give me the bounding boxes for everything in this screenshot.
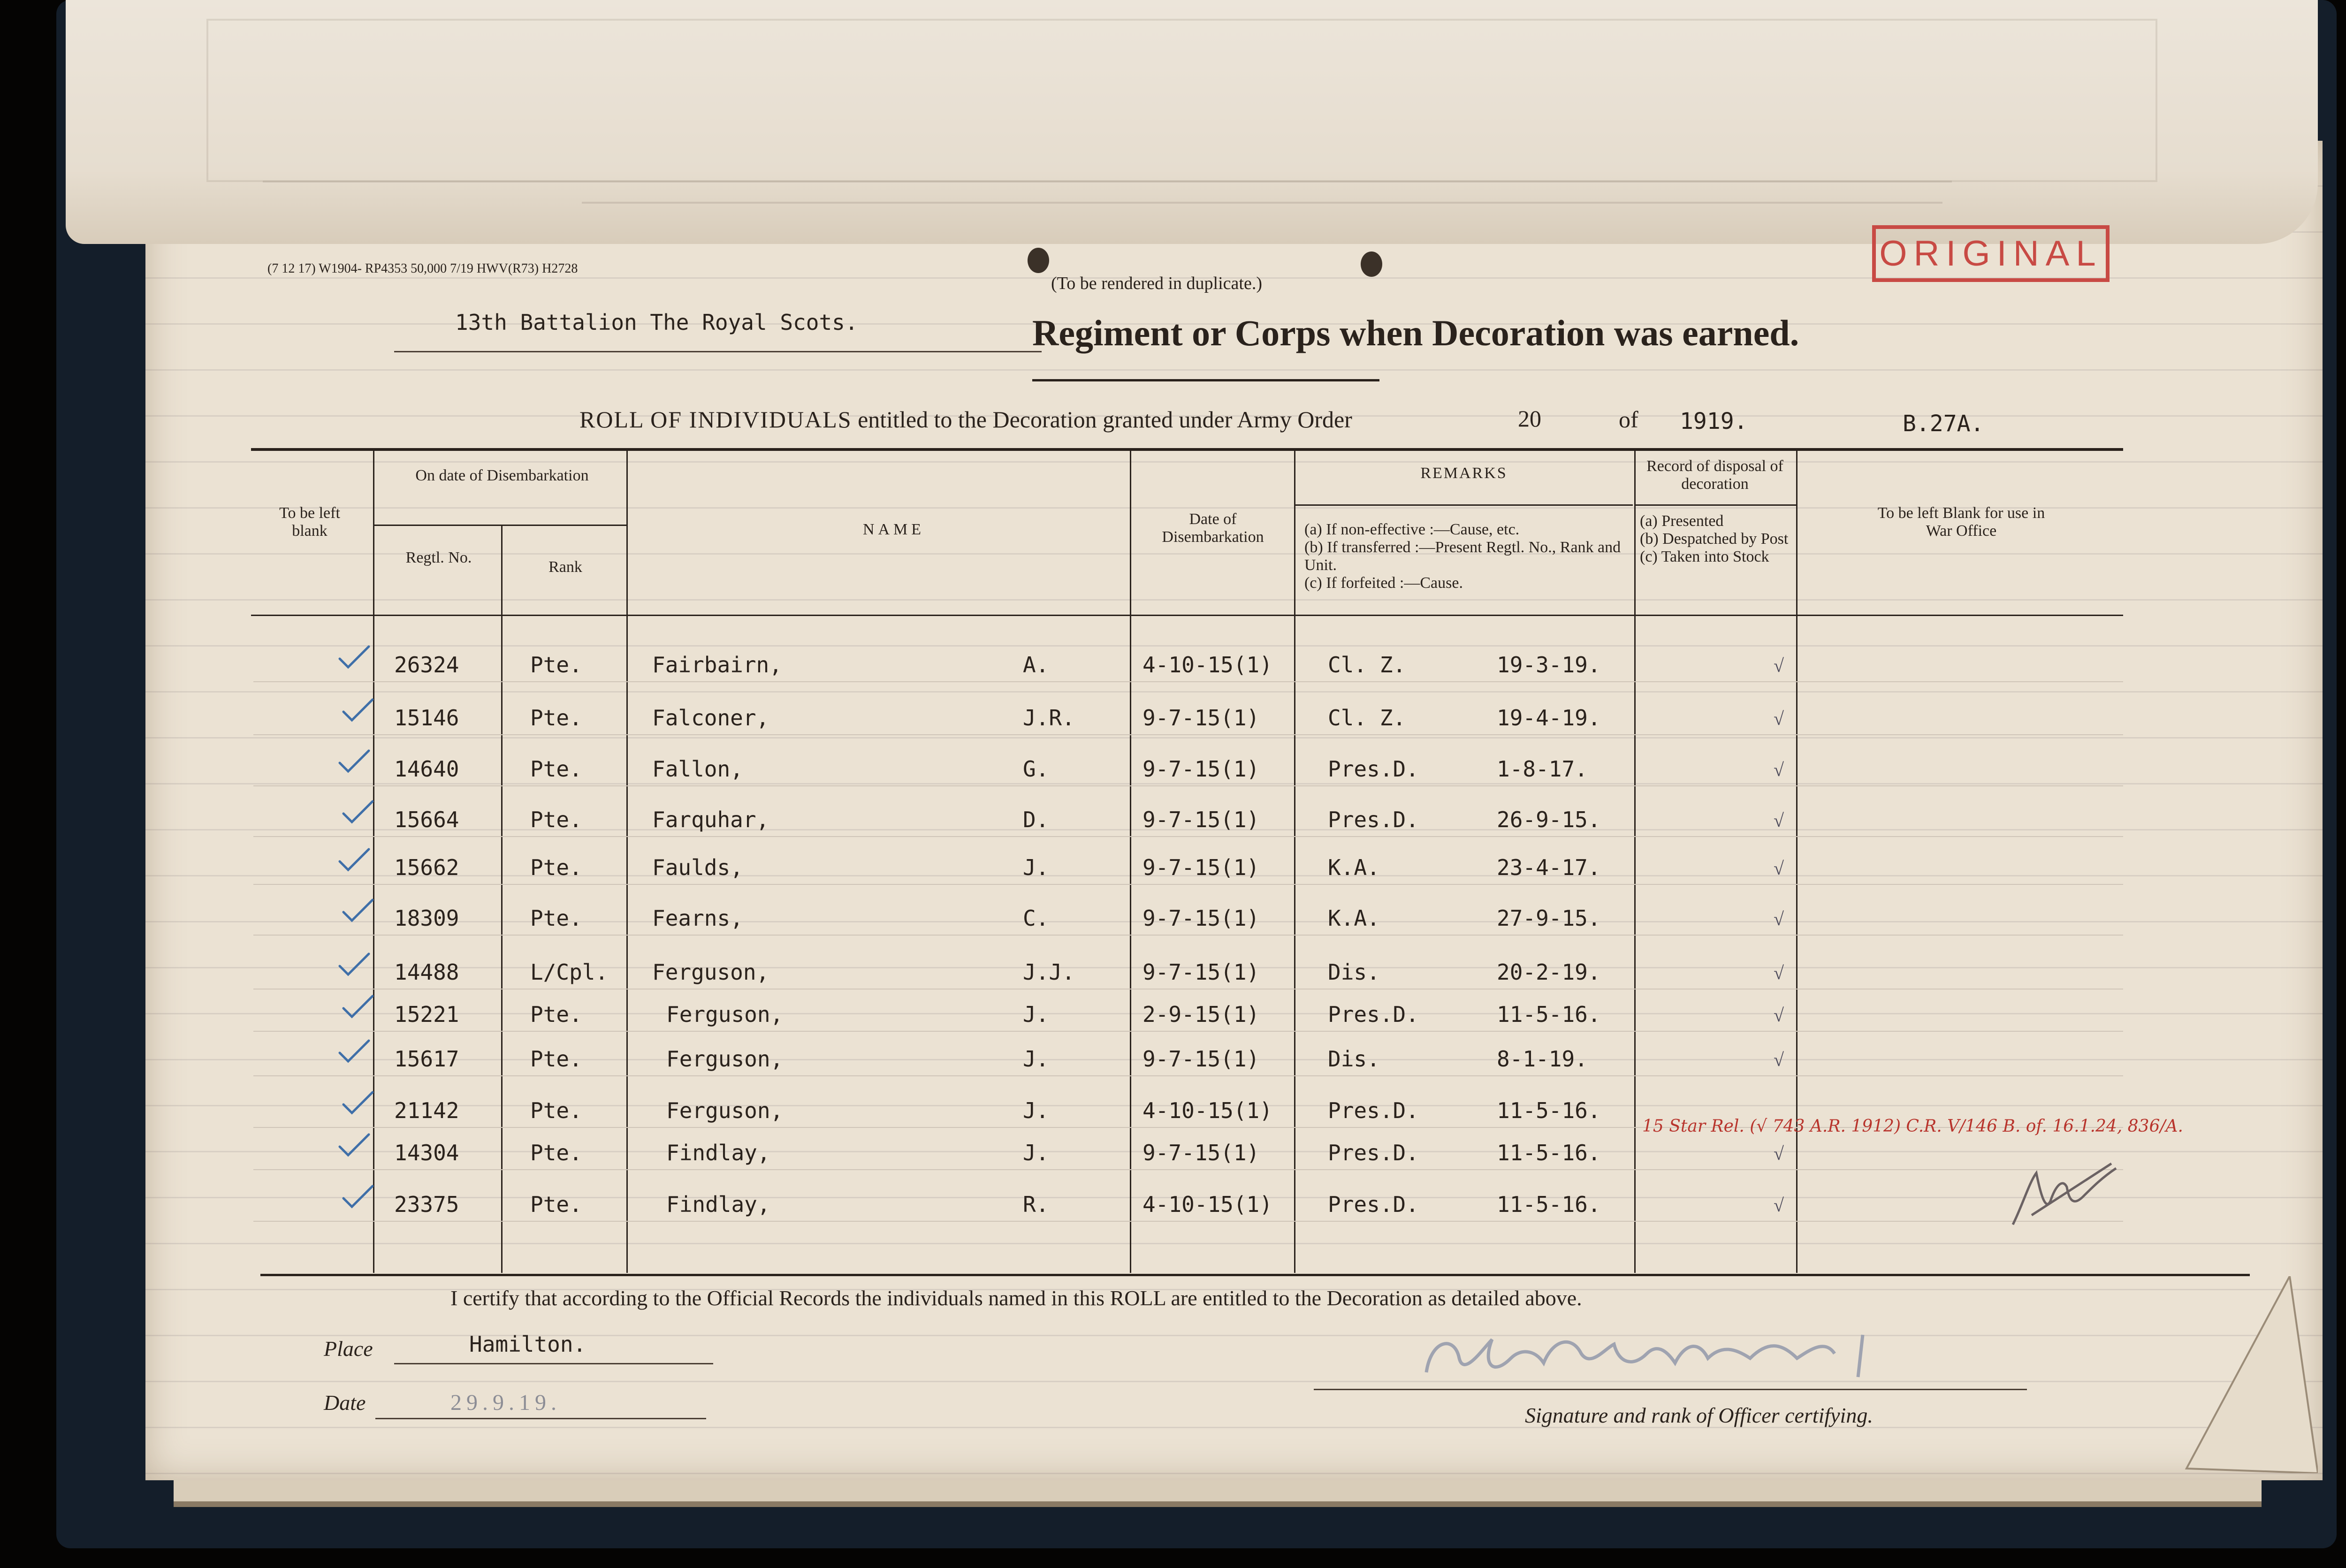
row-rule	[253, 1075, 2123, 1076]
row-disposal-mark: √	[1774, 1005, 1784, 1026]
row-disposal-mark: √	[1774, 962, 1784, 983]
row-regtl-no: 21142	[394, 1098, 459, 1123]
row-disembarkation-date: 2-9-15(1)	[1143, 1002, 1260, 1027]
row-check-icon	[338, 951, 371, 977]
signature-line	[1314, 1389, 2027, 1390]
row-check-icon	[342, 1089, 374, 1116]
row-remark-date: 1-8-17.	[1497, 756, 1588, 782]
certify-rule	[260, 1274, 2250, 1276]
row-disembarkation-date: 4-10-15(1)	[1143, 652, 1272, 677]
row-regtl-no: 18309	[394, 906, 459, 931]
row-remark: Pres.D.	[1328, 1002, 1419, 1027]
row-rank: Pte.	[530, 756, 582, 782]
row-remark: Pres.D.	[1328, 1140, 1419, 1165]
header-record-of-disposal: Record of disposal of decoration	[1646, 457, 1783, 493]
punch-hole	[1361, 251, 1382, 277]
row-regtl-no: 15664	[394, 807, 459, 832]
row-rule	[253, 1031, 2123, 1032]
row-remark-date: 11-5-16.	[1497, 1002, 1601, 1027]
row-disembarkation-date: 9-7-15(1)	[1143, 855, 1260, 880]
row-disposal-mark: √	[1774, 1049, 1784, 1070]
row-rank: L/Cpl.	[530, 959, 609, 985]
print-code: (7 12 17) W1904- RP4353 50,000 7/19 HWV(R73) H2728	[267, 261, 578, 276]
regiment-underline	[1032, 379, 1379, 381]
row-remark-date: 19-3-19.	[1497, 652, 1601, 677]
remarks-legend-a: (a) If non-effective :—Cause, etc.	[1304, 521, 1520, 538]
header-to-be-left-blank: To be left blank	[279, 504, 340, 540]
signature-label: Signature and rank of Officer certifying.	[1525, 1403, 1873, 1427]
row-disposal-mark: √	[1774, 908, 1784, 929]
row-disembarkation-date: 9-7-15(1)	[1143, 807, 1260, 832]
row-rank: Pte.	[530, 705, 582, 731]
row-rank: Pte.	[530, 1002, 582, 1027]
row-remark-date: 27-9-15.	[1497, 906, 1601, 931]
roll-title-rest: entitled to the Decoration granted under Army Order	[852, 406, 1352, 433]
column-rule	[501, 525, 503, 1273]
column-rule	[1796, 449, 1798, 1273]
header-regtl-no: Regtl. No.	[405, 549, 472, 566]
row-surname: Findlay,	[666, 1192, 770, 1217]
row-initials: J.	[1023, 855, 1049, 880]
row-rule	[253, 1169, 2123, 1170]
row-rule	[253, 1221, 2123, 1222]
row-regtl-no: 14304	[394, 1140, 459, 1165]
row-regtl-no: 15146	[394, 705, 459, 731]
row-regtl-no: 14488	[394, 959, 459, 985]
row-disembarkation-date: 9-7-15(1)	[1143, 959, 1260, 985]
row-rule	[253, 935, 2123, 936]
row-disposal-mark: √	[1774, 759, 1784, 780]
row-remark-date: 11-5-16.	[1497, 1140, 1601, 1165]
row-initials: D.	[1023, 807, 1049, 832]
row-check-icon	[342, 897, 374, 923]
row-rank: Pte.	[530, 807, 582, 832]
unit-underline	[394, 351, 1042, 352]
date-line	[375, 1418, 706, 1419]
row-surname: Ferguson,	[666, 1002, 784, 1027]
disembark-subrule	[373, 525, 626, 526]
disposal-legend-c: (c) Taken into Stock	[1640, 548, 1769, 566]
column-rule	[626, 449, 628, 1273]
remarks-subrule	[1295, 504, 1633, 506]
row-disposal-mark: √	[1774, 1143, 1784, 1164]
row-surname: Fairbairn,	[652, 652, 782, 677]
row-regtl-no: 15221	[394, 1002, 459, 1027]
row-rank: Pte.	[530, 1192, 582, 1217]
row-remark: K.A.	[1328, 855, 1380, 880]
row-rank: Pte.	[530, 1046, 582, 1072]
row-remark-date: 8-1-19.	[1497, 1046, 1588, 1072]
row-rank: Pte.	[530, 1140, 582, 1165]
row-initials: J.	[1023, 1140, 1049, 1165]
row-surname: Ferguson,	[652, 959, 769, 985]
row-check-icon	[338, 1038, 371, 1064]
header-remarks: REMARKS	[1420, 464, 1508, 482]
row-disembarkation-date: 9-7-15(1)	[1143, 906, 1260, 931]
flap-bleed-line	[263, 181, 1952, 183]
header-war-office: To be left Blank for use in War Office	[1877, 504, 2045, 540]
row-initials: J.R.	[1023, 705, 1075, 731]
row-check-icon	[342, 1183, 374, 1210]
row-remark: Pres.D.	[1328, 1192, 1419, 1217]
row-disembarkation-date: 9-7-15(1)	[1143, 1140, 1260, 1165]
row-check-icon	[338, 846, 371, 873]
punch-hole	[1028, 248, 1049, 273]
header-on-date-disembarkation: On date of Disembarkation	[415, 467, 589, 484]
row-remark: Pres.D.	[1328, 756, 1419, 782]
row-regtl-no: 23375	[394, 1192, 459, 1217]
row-remark: Dis.	[1328, 959, 1380, 985]
row-rule	[253, 785, 2123, 786]
row-initials: J.J.	[1023, 959, 1075, 985]
row-check-icon	[342, 993, 374, 1020]
disposal-subrule	[1634, 504, 1796, 506]
row-rule	[253, 836, 2123, 837]
row-regtl-no: 14640	[394, 756, 459, 782]
row-surname: Fearns,	[652, 906, 743, 931]
row-initials: J.	[1023, 1046, 1049, 1072]
row-rule	[253, 734, 2123, 735]
row-rule	[253, 681, 2123, 682]
row-disposal-mark: √	[1774, 858, 1784, 879]
army-order-year: 1919.	[1680, 408, 1748, 434]
row-surname: Ferguson,	[666, 1046, 784, 1072]
row-check-icon	[338, 748, 371, 774]
row-surname: Ferguson,	[666, 1098, 784, 1123]
row-remark-date: 19-4-19.	[1497, 705, 1601, 731]
header-rank: Rank	[548, 558, 582, 576]
row-rule	[253, 884, 2123, 885]
row-initials: J.	[1023, 1002, 1049, 1027]
row-initials: R.	[1023, 1192, 1049, 1217]
row-check-icon	[338, 644, 371, 670]
row-initials: J.	[1023, 1098, 1049, 1123]
disposal-legend	[1640, 512, 1790, 566]
row-initials: A.	[1023, 652, 1049, 677]
row-surname: Falconer,	[652, 705, 769, 731]
place-label: Place	[324, 1337, 373, 1361]
row-disposal-mark: √	[1774, 1195, 1784, 1216]
row-disposal-mark: √	[1774, 810, 1784, 831]
roll-title-caps: ROLL OF INDIVIDUALS	[579, 406, 852, 433]
handwritten-initials	[2003, 1145, 2125, 1239]
row-rank: Pte.	[530, 1098, 582, 1123]
row-initials: G.	[1023, 756, 1049, 782]
row-disembarkation-date: 9-7-15(1)	[1143, 756, 1260, 782]
row-check-icon	[342, 799, 374, 825]
officer-signature	[1412, 1321, 1952, 1391]
original-stamp: ORIGINAL	[1872, 225, 2110, 282]
row-disembarkation-date: 4-10-15(1)	[1143, 1098, 1272, 1123]
previous-page-flap	[66, 0, 2318, 244]
row-regtl-no: 15662	[394, 855, 459, 880]
certification-text: I certify that according to the Official Records the individuals named in this ROLL are entitled to the Decoration as detailed above.	[450, 1286, 1582, 1310]
column-rule	[1634, 449, 1636, 1273]
roll-code: B.27A.	[1903, 411, 1984, 437]
row-rank: Pte.	[530, 906, 582, 931]
row-surname: Fallon,	[652, 756, 743, 782]
date-label: Date	[324, 1391, 366, 1415]
row-remark-date: 23-4-17.	[1497, 855, 1601, 880]
flap-bleed-line	[582, 202, 1942, 204]
row-remark: Dis.	[1328, 1046, 1380, 1072]
row-regtl-no: 15617	[394, 1046, 459, 1072]
row-disembarkation-date: 9-7-15(1)	[1143, 705, 1260, 731]
disposal-legend-b: (b) Despatched by Post	[1640, 530, 1789, 548]
row-check-icon	[342, 697, 374, 723]
date-value: 29.9.19.	[450, 1390, 561, 1415]
row-rank: Pte.	[530, 652, 582, 677]
header-name: NAME	[862, 521, 925, 538]
row-disembarkation-date: 4-10-15(1)	[1143, 1192, 1272, 1217]
corner-fold	[2177, 1276, 2318, 1473]
row-surname: Findlay,	[666, 1140, 770, 1165]
table-top-rule	[251, 448, 2123, 451]
row-remark-date: 26-9-15.	[1497, 807, 1601, 832]
handwritten-note: 15 Star Rel. (√ 743 A.R. 1912) C.R. V/146 B. of. 16.1.24, 836/A.	[1642, 1117, 2183, 1136]
row-rank: Pte.	[530, 855, 582, 880]
table-header-rule	[251, 615, 2123, 616]
row-initials: C.	[1023, 906, 1049, 931]
place-line	[394, 1363, 713, 1364]
disposal-legend-a: (a) Presented	[1640, 512, 1724, 530]
remarks-legend-b: (b) If transferred :—Present Regtl. No., Rank and Unit.	[1304, 539, 1621, 574]
row-remark-date: 11-5-16.	[1497, 1098, 1601, 1123]
unit-name: 13th Battalion The Royal Scots.	[455, 310, 858, 335]
place-value: Hamilton.	[469, 1332, 586, 1357]
row-remark: Cl. Z.	[1328, 652, 1406, 677]
row-remark: Pres.D.	[1328, 807, 1419, 832]
row-remark: K.A.	[1328, 906, 1380, 931]
army-order-of: of	[1619, 406, 1638, 433]
row-surname: Farquhar,	[652, 807, 769, 832]
remarks-legend	[1304, 521, 1633, 592]
remarks-legend-c: (c) If forfeited :—Cause.	[1304, 574, 1463, 592]
army-order-number: 20	[1518, 405, 1541, 432]
row-disposal-mark: √	[1774, 655, 1784, 676]
row-remark: Cl. Z.	[1328, 705, 1406, 731]
row-rule	[253, 989, 2123, 990]
row-remark: Pres.D.	[1328, 1098, 1419, 1123]
header-date-disembarkation: Date of Disembarkation	[1162, 510, 1264, 546]
column-rule	[1130, 449, 1131, 1273]
row-disembarkation-date: 9-7-15(1)	[1143, 1046, 1260, 1072]
row-regtl-no: 26324	[394, 652, 459, 677]
duplicate-note: (To be rendered in duplicate.)	[1051, 274, 1262, 293]
row-surname: Faulds,	[652, 855, 743, 880]
roll-title	[579, 406, 1352, 433]
regiment-heading: Regiment or Corps when Decoration was earned.	[1032, 312, 1799, 353]
row-remark-date: 11-5-16.	[1497, 1192, 1601, 1217]
row-disposal-mark: √	[1774, 708, 1784, 729]
row-check-icon	[338, 1132, 371, 1158]
column-rule	[1294, 449, 1295, 1273]
flap-bleed-through	[206, 19, 2157, 182]
column-rule	[373, 449, 374, 1273]
row-remark-date: 20-2-19.	[1497, 959, 1601, 985]
